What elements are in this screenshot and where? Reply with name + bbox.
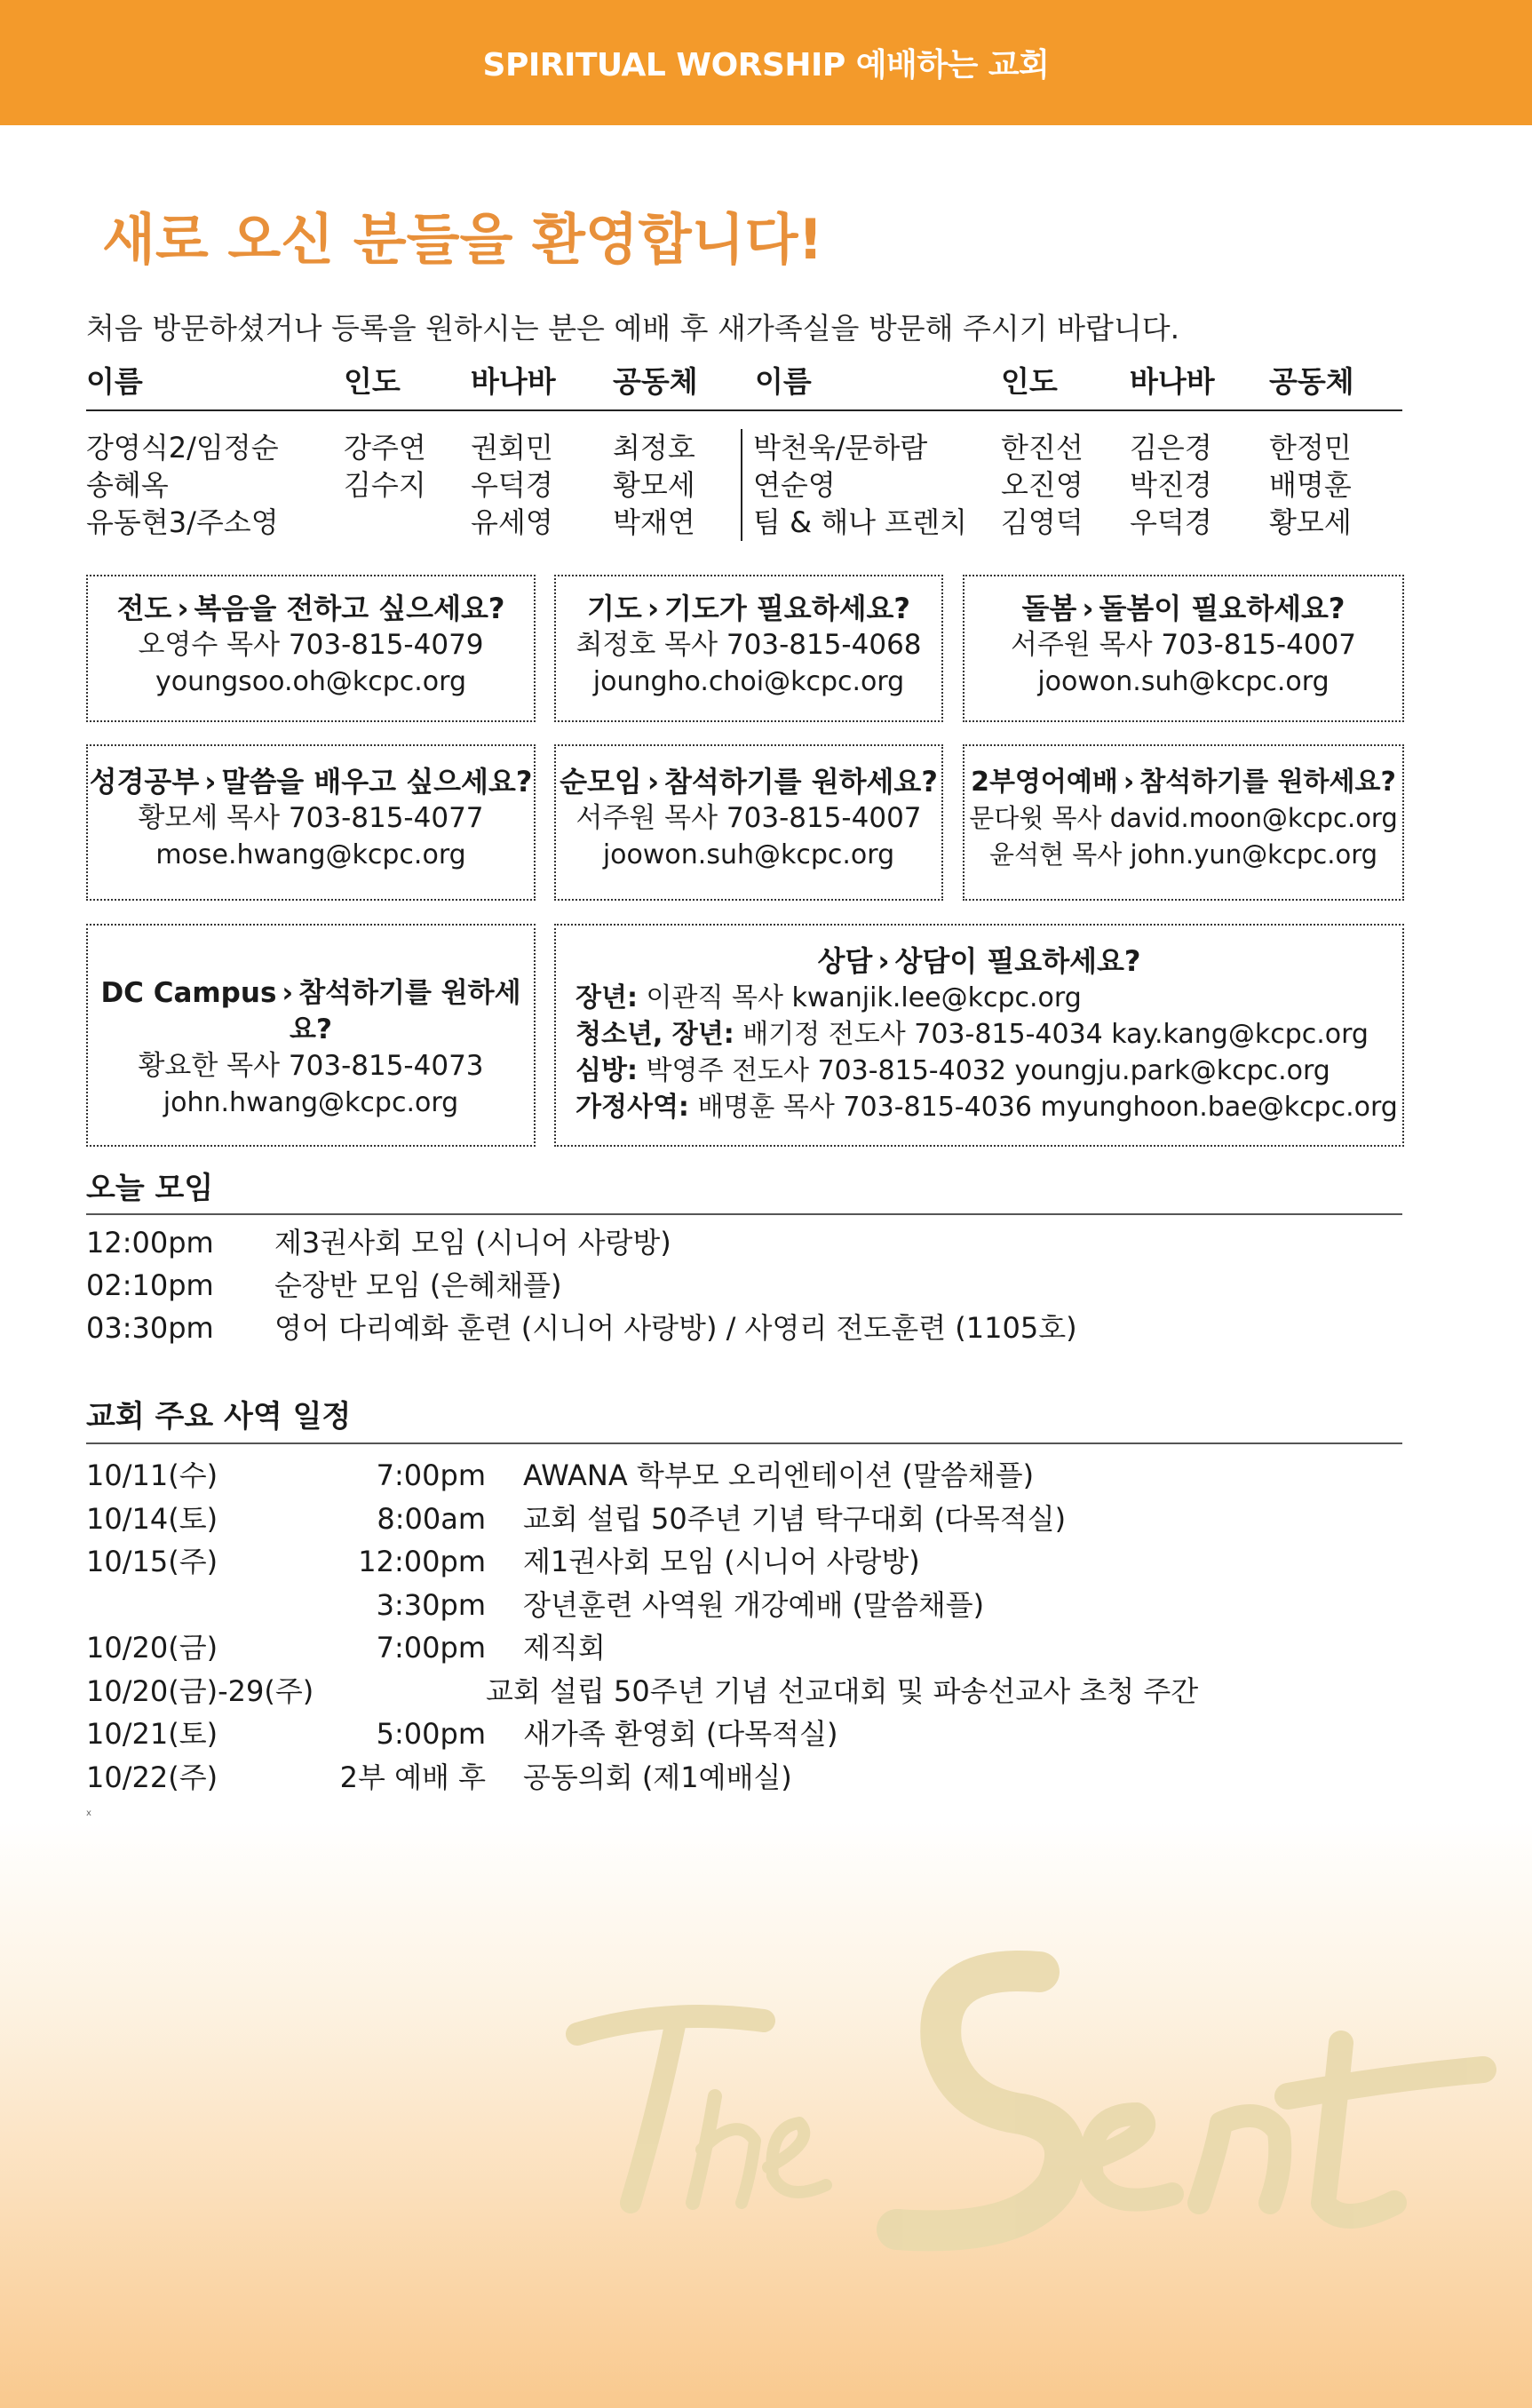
box-category: 돌봄 [1021,592,1077,625]
box-question: 복음을 전하고 싶으세요? [194,592,505,625]
bible-study-box [86,744,536,901]
welcome-intro: 처음 방문하셨거나 등록을 원하시는 분은 예배 후 새가족실을 방문해 주시기 바랍니다. [86,311,1180,346]
list-item [86,1540,1198,1584]
box-category: 순모임 [560,765,642,799]
chevron-right-icon: › [877,944,890,978]
schedule-time: 3:30pm [376,1587,486,1622]
schedule-date: 10/20(금) [86,1631,218,1665]
table-cell: 송혜옥 [86,468,169,502]
schedule-time: 2부 예배 후 [339,1760,486,1794]
today-title: 오늘 모임 [86,1171,214,1206]
col-header: 인도 [344,364,401,399]
col-header: 바나바 [471,364,556,399]
meeting-desc: 영어 다리예화 훈련 (시니어 사랑방) / 사영리 전도훈련 (1105호) [274,1311,1077,1345]
header-title: SPIRITUAL WORSHIP 예배하는 교회 [482,47,1050,83]
box-email[interactable]: youngsoo.oh@kcpc.org [155,666,467,697]
schedule-date: 10/22(주) [86,1760,218,1794]
counsel-row [556,1016,1402,1053]
box-category: 전도 [116,592,172,625]
box-contact: 최정호 목사 703-815-4068 [575,629,922,661]
counsel-contact: 배기정 전도사 703-815-4034 kay.kang@kcpc.org [734,1019,1369,1050]
schedule-desc: 장년훈련 사역원 개강예배 (말씀채플) [523,1587,985,1622]
col-header: 인도 [1001,364,1058,399]
list-item [86,1626,1198,1670]
divider [86,1213,1402,1215]
box-category: 성경공부 [89,765,200,799]
newcomers-table-body [86,411,1402,541]
table-cell: 유동현3/주소영 [86,505,279,539]
care-box [963,575,1404,722]
table-cell: 김은경 [1130,431,1212,465]
box-email[interactable]: joowon.suh@kcpc.org [602,839,895,870]
counsel-label: 가정사역: [575,1092,689,1123]
meeting-time: 02:10pm [86,1268,214,1302]
col-header: 공동체 [1269,364,1354,399]
schedule-desc: 새가족 환영회 (다목적실) [523,1717,838,1751]
col-header: 이름 [86,364,143,399]
schedule-desc: 제직회 [523,1631,606,1665]
box-category: 상담 [817,944,873,978]
newcomers-table-header [86,359,1402,411]
counsel-label: 청소년, 장년: [575,1019,734,1050]
table-cell: 우덕경 [471,468,553,502]
box-title [88,591,534,627]
page-header [0,0,1532,125]
schedule-desc: 교회 설립 50주년 기념 탁구대회 (다목적실) [523,1501,1067,1536]
schedule-desc: AWANA 학부모 오리엔테이션 (말씀채플) [523,1458,1035,1492]
the-sent-watermark-logo [560,1936,1501,2256]
schedule-time: 12:00pm [358,1545,486,1578]
chevron-right-icon: › [204,765,217,799]
evangelism-box [86,575,536,722]
table-cell: 강주연 [344,431,426,465]
box-category: DC Campus [100,977,277,1009]
table-cell: 김수지 [344,468,426,502]
counsel-label: 심방: [575,1055,638,1086]
list-item [86,1498,1198,1541]
table-cell: 박재연 [613,505,695,539]
schedule-time: 7:00pm [376,1458,486,1492]
table-cell: 박진경 [1130,468,1212,502]
box-contact: 서주원 목사 703-815-4007 [575,802,922,834]
chevron-right-icon: › [1123,767,1135,798]
table-cell: 한정민 [1269,431,1352,465]
schedule-desc: 제1권사회 모임 (시니어 사랑방) [523,1545,920,1578]
schedule-date: 10/20(금)-29(주) [86,1673,314,1708]
divider [86,1442,1402,1444]
counsel-row [556,1053,1402,1089]
schedule-time: 5:00pm [376,1717,486,1751]
list-item [86,1264,1077,1307]
box-question: 참석하기를 원하세요? [664,765,938,799]
table-cell: 배명훈 [1269,468,1352,502]
schedule-time: 8:00am [377,1501,486,1536]
box-title [556,591,941,627]
box-question: 참석하기를 원하세요? [1139,767,1396,798]
schedule-desc: 교회 설립 50주년 기념 선교대회 및 파송선교사 초청 주간 [486,1673,1199,1708]
box-title [88,764,534,800]
counseling-box [554,924,1404,1147]
box-question: 말씀을 배우고 싶으세요? [221,765,533,799]
table-cell: 우덕경 [1130,505,1212,539]
table-cell: 팀 & 해나 프렌치 [741,504,1001,541]
box-email[interactable]: john.hwang@kcpc.org [163,1087,459,1118]
counsel-contact: 박영주 전도사 703-815-4032 youngju.park@kcpc.org [637,1055,1330,1086]
english-service-box [963,744,1404,901]
counsel-row [556,1089,1402,1125]
table-cell: 황모세 [1269,505,1352,539]
box-contact: 오영수 목사 703-815-4079 [138,629,484,661]
list-item [86,1454,1198,1498]
box-category: 2부영어예배 [971,767,1118,798]
box-contact: 황모세 목사 703-815-4077 [138,802,484,834]
welcome-title: 새로 오신 분들을 환영합니다! [102,207,823,272]
box-title [88,975,534,1048]
schedule-date: 10/14(토) [86,1501,218,1536]
box-email[interactable]: mose.hwang@kcpc.org [155,839,466,870]
table-cell: 연순영 [741,466,1001,504]
table-cell: 유세영 [471,505,553,539]
list-item [86,1713,1198,1756]
meeting-desc: 순장반 모임 (은혜채플) [274,1268,562,1302]
schedule-date: 10/11(수) [86,1458,218,1492]
meeting-time: 03:30pm [86,1311,214,1345]
box-title [964,764,1402,800]
list-item [86,1584,1198,1627]
box-email[interactable]: joowon.suh@kcpc.org [1037,666,1330,697]
table-cell: 권회민 [471,431,553,465]
box-contact: 황요한 목사 703-815-4073 [138,1050,484,1082]
box-question: 돌봄이 필요하세요? [1099,592,1345,625]
chevron-right-icon: › [177,592,189,625]
meeting-desc: 제3권사회 모임 (시니어 사랑방) [274,1226,671,1260]
box-title [556,764,941,800]
schedule-time: 7:00pm [376,1631,486,1665]
schedule-list [86,1454,1198,1799]
counsel-label: 장년: [575,982,638,1013]
box-title [556,943,1402,980]
table-cell: 황모세 [613,468,695,502]
table-cell: 오진영 [1001,468,1084,502]
table-cell: 최정호 [613,431,695,465]
box-question: 참석하기를 원하세요? [290,977,521,1045]
box-contact: 윤석현 목사 john.yun@kcpc.org [988,839,1378,870]
col-header: 이름 [755,364,812,399]
tiny-mark: x [86,1808,91,1818]
schedule-date [86,1584,308,1627]
box-email[interactable]: joungho.choi@kcpc.org [592,666,905,697]
schedule-title: 교회 주요 사역 일정 [86,1399,352,1434]
counsel-contact: 이관직 목사 kwanjik.lee@kcpc.org [637,982,1082,1013]
table-cell: 박천욱/문하람 [741,429,1001,466]
counsel-contact: 배명훈 목사 703-815-4036 myunghoon.bae@kcpc.org [688,1092,1398,1123]
schedule-desc: 공동의회 (제1예배실) [523,1760,792,1794]
box-question: 기도가 필요하세요? [664,592,910,625]
col-header: 바나바 [1130,364,1215,399]
chevron-right-icon: › [282,977,294,1009]
table-cell: 한진선 [1001,431,1084,465]
col-header: 공동체 [613,364,698,399]
list-item [86,1756,1198,1800]
box-contact: 서주원 목사 703-815-4007 [1010,629,1357,661]
box-title [964,591,1402,627]
list-item [86,1221,1077,1264]
table-cell [344,504,471,541]
prayer-box [554,575,943,722]
counsel-row [556,980,1402,1016]
box-question: 상담이 필요하세요? [894,944,1141,978]
dc-campus-box [86,924,536,1147]
chevron-right-icon: › [647,592,659,625]
newcomers-table [86,359,1402,541]
today-list [86,1221,1077,1349]
meeting-time: 12:00pm [86,1226,214,1260]
list-item [86,1307,1077,1349]
chevron-right-icon: › [647,765,659,799]
box-category: 기도 [586,592,642,625]
table-cell: 김영덕 [1001,505,1084,539]
schedule-date: 10/21(토) [86,1717,218,1751]
box-contact: 문다윗 목사 david.moon@kcpc.org [969,803,1398,833]
chevron-right-icon: › [1082,592,1094,625]
list-item [86,1670,1198,1713]
table-cell: 강영식2/임정순 [86,431,279,465]
cell-group-box [554,744,943,901]
schedule-date: 10/15(주) [86,1545,218,1578]
